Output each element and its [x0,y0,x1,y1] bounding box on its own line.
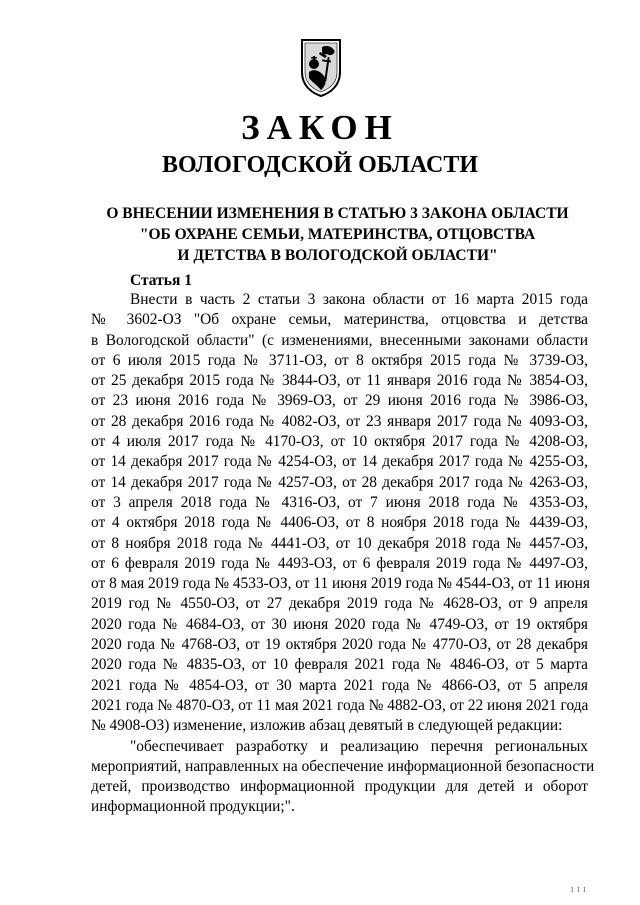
text-line: 2020 года № 4684-ОЗ, от 30 июня 2020 года № 4749-ОЗ, от 19 октября [91,615,588,633]
text-line: от 23 июня 2016 года № 3969-ОЗ, от 29 июня 2016 года № 3986-ОЗ, [91,392,588,410]
law-subject-line: О ВНЕСЕНИИ ИЗМЕНЕНИЯ В СТАТЬЮ 3 ЗАКОНА ОБЛАСТИ [106,205,569,222]
text-line: 2020 года № 4768-ОЗ, от 19 октября 2020 года № 4770-ОЗ, от 28 декабря [91,636,588,654]
region-title: ВОЛОГОДСКОЙ ОБЛАСТИ [161,152,479,178]
text-line: от 6 февраля 2019 года № 4493-ОЗ, от 6 февраля 2019 года № 4497-ОЗ, [91,554,588,572]
text-line: от 4 октября 2018 года № 4406-ОЗ, от 8 ноября 2018 года № 4439-ОЗ, [91,514,588,532]
law-subject-line: И ДЕТСТВА В ВОЛОГОДСКОЙ ОБЛАСТИ" [177,247,498,264]
text-line: от 8 ноября 2018 года № 4441-ОЗ, от 10 декабря 2018 года № 4457-ОЗ, [91,534,588,552]
text-line: мероприятий, направленных на обеспечение информационной безопасности [91,757,595,775]
law-subject [0,203,640,266]
article-paragraph-quote [91,737,595,818]
text-line: информационной продукции;". [91,798,295,816]
text-line: "обеспечивает разработку и реализацию перечня региональных [130,737,588,755]
text-line: 2021 года № 4854-ОЗ, от 30 марта 2021 года № 4866-ОЗ, от 5 апреля [91,676,588,694]
law-subject-line: "ОБ ОХРАНЕ СЕМЬИ, МАТЕРИНСТВА, ОТЦОВСТВА [139,226,536,243]
text-line: Внести в часть 2 статьи 3 закона области от 16 марта 2015 года [130,291,588,308]
text-line: в Вологодской области" (с изменениями, внесенными законами области [91,331,588,349]
page-mark: I I I [571,886,587,894]
text-line: № 3602-ОЗ "Об охране семьи, материнства, отцовства и детства [91,311,588,329]
text-line: 2019 год № 4550-ОЗ, от 27 декабря 2019 года № 4628-ОЗ, от 9 апреля [91,595,588,613]
article-body [91,290,595,818]
text-line: от 14 декабря 2017 года № 4257-ОЗ, от 28 декабря 2017 года № 4263-ОЗ, [91,473,588,491]
text-line: 2021 года № 4870-ОЗ, от 11 мая 2021 года № 4882-ОЗ, от 22 июня 2021 года [91,696,589,714]
text-line: от 28 декабря 2016 года № 4082-ОЗ, от 23 января 2017 года № 4093-ОЗ, [91,412,588,430]
coat-of-arms-emblem [300,38,342,98]
law-title: ЗАКОН [241,108,399,147]
text-line: от 3 апреля 2018 года № 4316-ОЗ, от 7 июня 2018 года № 4353-ОЗ, [91,493,588,511]
text-line: от 4 июля 2017 года № 4170-ОЗ, от 10 октября 2017 года № 4208-ОЗ, [91,433,588,451]
article-paragraph-amendment [91,290,588,737]
text-line: 2020 года № 4835-ОЗ, от 10 февраля 2021 года № 4846-ОЗ, от 5 марта [91,656,588,674]
text-line: от 25 декабря 2015 года № 3844-ОЗ, от 11 января 2016 года № 3854-ОЗ, [91,372,588,390]
article-heading: Статья 1 [130,272,192,289]
text-line: от 6 июля 2015 года № 3711-ОЗ, от 8 октября 2015 года № 3739-ОЗ, [91,351,588,369]
text-line: детей, производство информационной продукции для детей и оборот [91,778,588,796]
text-line: № 4908-ОЗ) изменение, изложив абзац девятый в следующей редакции: [91,717,563,735]
text-line: от 14 декабря 2017 года № 4254-ОЗ, от 14 декабря 2017 года № 4255-ОЗ, [91,453,588,471]
text-line: от 8 мая 2019 года № 4533-ОЗ, от 11 июня 2019 года № 4544-ОЗ, от 11 июня [91,575,590,593]
